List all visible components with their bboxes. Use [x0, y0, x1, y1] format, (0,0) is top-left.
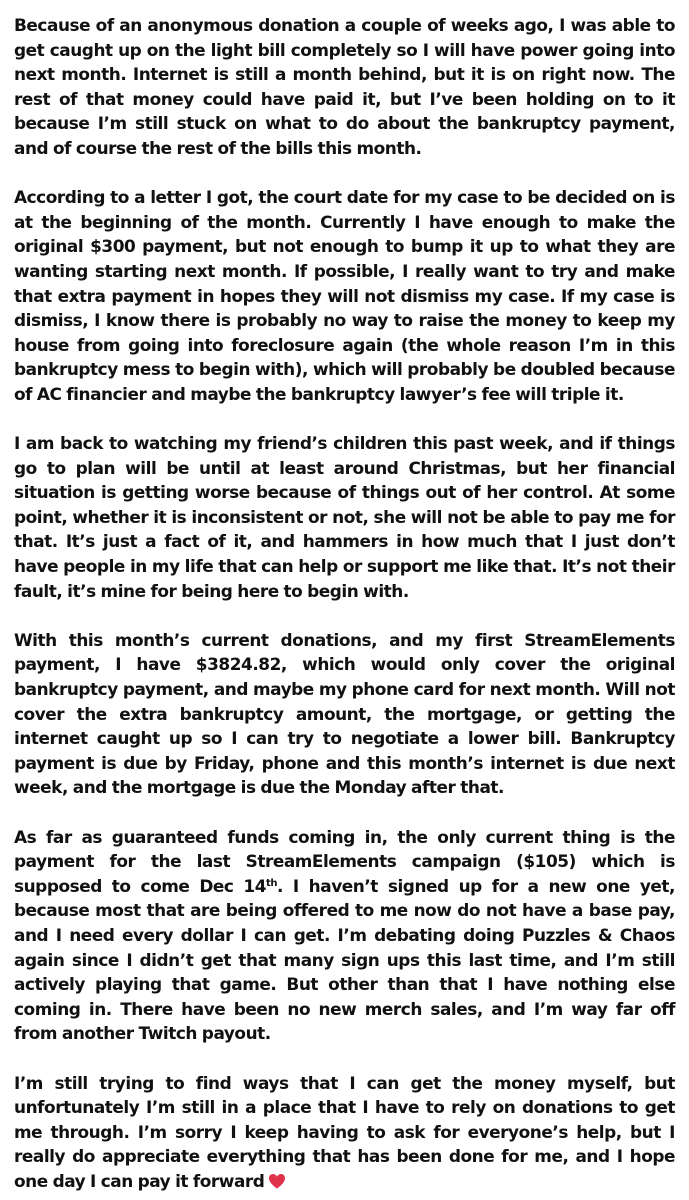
- paragraph-4: With this month’s current donations, and my first StreamElements payment, I have $3824.82, which would only cover the original bankruptcy payment, and maybe my phone card for next month. Will not cover the extra bankruptcy amount, the mortgage, or getting the internet caught up so I can try to negotiate a lower bill. Bankruptcy payment is due by Friday, phone and this month’s internet is due next week, and the mortgage is due the Monday after that.: [14, 629, 675, 798]
- ordinal-superscript: th: [266, 877, 277, 889]
- heart-icon: [268, 1171, 286, 1196]
- paragraph-6: [14, 1071, 675, 1196]
- paragraph-5: [14, 825, 675, 1046]
- paragraph-3: I am back to watching my friend’s children this past week, and if things go to plan will be until at least around Christmas, but her financial situation is getting worse because of things out of her control. At some point, whether it is inconsistent or not, she will not be able to pay me for that. It’s just a fact of it, and hammers in how much that I just don’t have people in my life that can help or support me like that. It’s not their fault, it’s mine for being here to begin with.: [14, 433, 675, 601]
- paragraph-2: According to a letter I got, the court date for my case to be decided on is at the beginning of the month. Currently I have enough to make the original $300 payment, but not enough to bump it up to what they are wanting starting next month. If possible, I really want to try and make that extra payment in hopes they will not dismiss my case. If my case is dismiss, I know there is probably no way to raise the money to keep my house from going into foreclosure again (the whole reason I’m in this bankruptcy mess to begin with), which will probably be doubled because of AC financier and maybe the bankruptcy lawyer’s fee will triple it.: [14, 187, 675, 404]
- paragraph-1: Because of an anonymous donation a couple of weeks ago, I was able to get caught up on the light bill completely so I will have power going into next month. Internet is still a month behind, but it is on right now. The rest of that money could have paid it, but I’ve been holding on to it because I’m still stuck on what to do about the bankruptcy payment, and of course the rest of the bills this month.: [14, 15, 675, 158]
- paragraph-6-text: I’m still trying to find ways that I can get the money myself, but unfortunately I’m still in a place that I have to rely on donations to get me through. I’m sorry I keep having to ask for everyone’s help, but I really do appreciate everything that has been done for me, and I hope one day I can pay it forward: [14, 1072, 675, 1191]
- paragraph-5-before: As far as guaranteed funds coming in, the only current thing is the payment for the last StreamElements campaign ($105) which is supposed to come Dec 14: [14, 826, 675, 896]
- paragraph-5-after: . I haven’t signed up for a new one yet, because most that are being offered to me now do not have a base pay, and I need every dollar I can get. I’m debating doing Puzzles & Chaos again since I didn’t get that many sign ups this last time, and I’m still actively playing that game. But other than that I have nothing else coming in. There have been no new merch sales, and I’m way far off from another Twitch payout.: [14, 875, 675, 1044]
